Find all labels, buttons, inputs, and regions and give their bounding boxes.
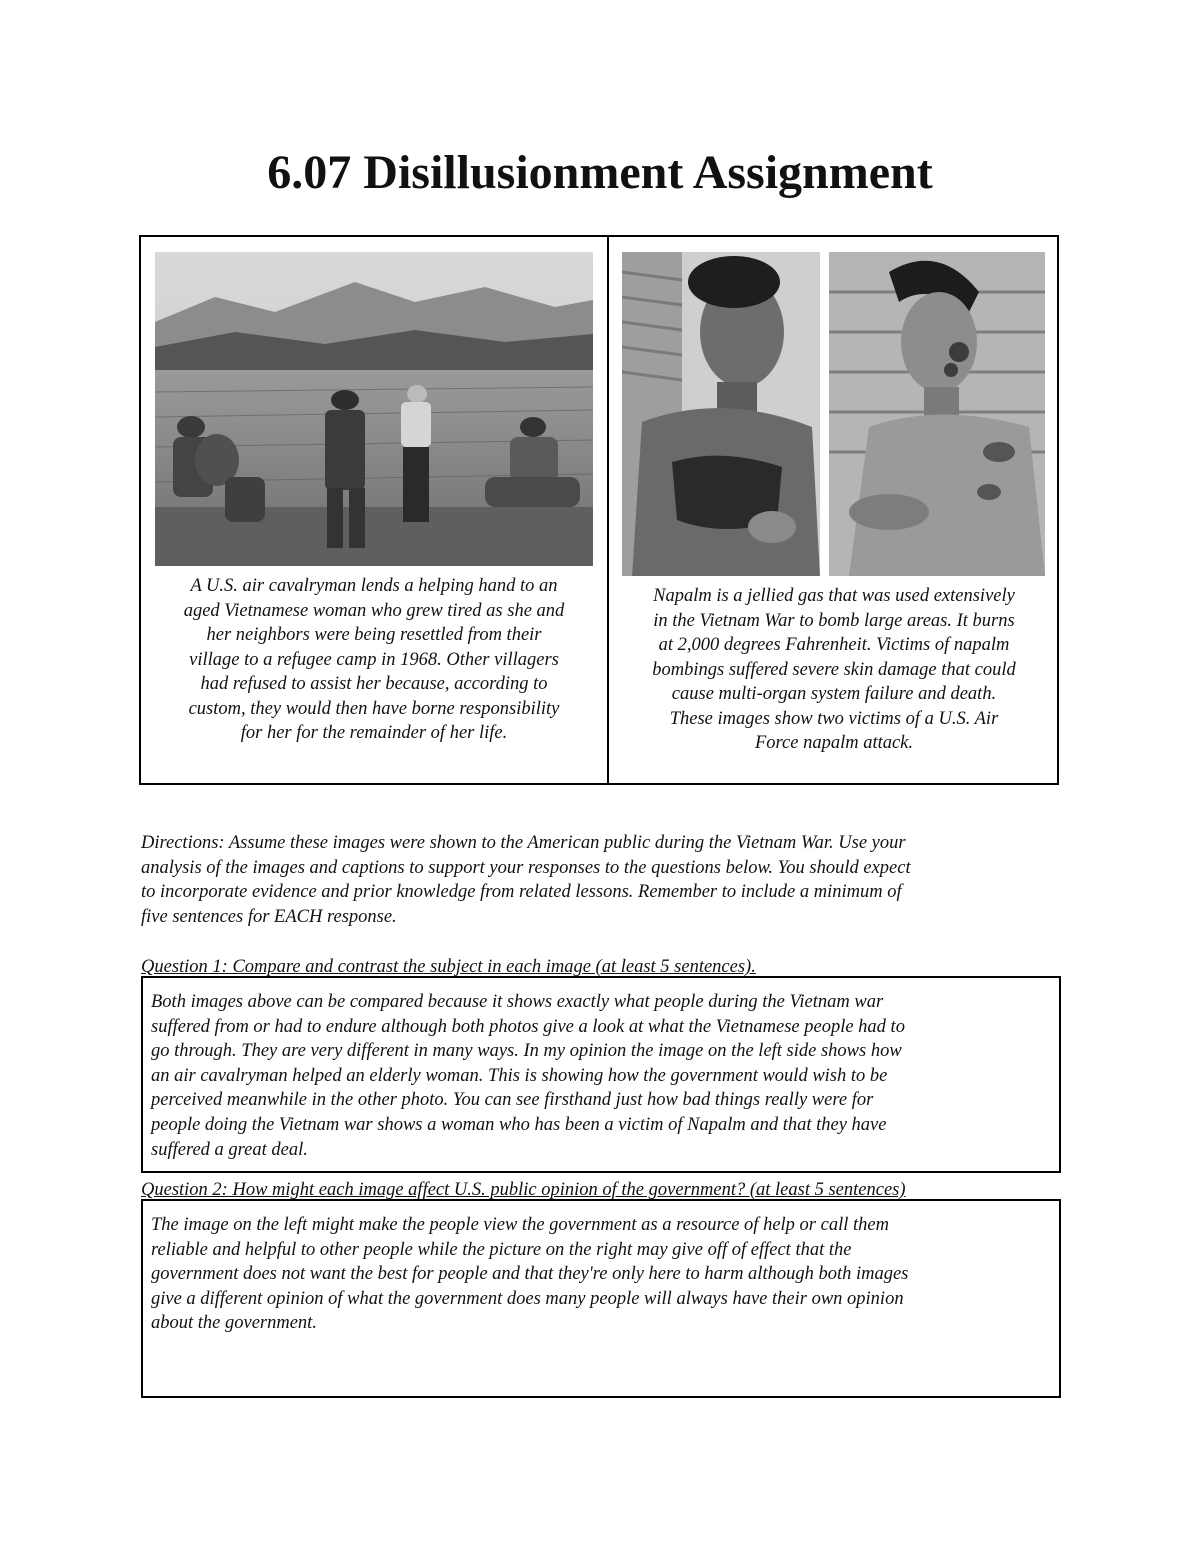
question-1-prompt: Question 1: Compare and contrast the subject in each image (at least 5 sentences). [141,957,756,977]
napalm-victim-man-photo [829,252,1045,576]
question-2-answer-box[interactable]: The image on the left might make the people view the government as a resource of help or call them reliable and helpful to other people while the picture on the right may give off of effect that the government does not want the best for people and that they're only here to harm although both images give a different opinion of what the government does many people will always have their own opinion about the government. [141,1199,1061,1398]
soldier-helping-woman-photo [155,252,593,566]
page-title: 6.07 Disillusionment Assignment [267,146,933,199]
left-photo-caption: A U.S. air cavalryman lends a helping hand to an aged Vietnamese woman who grew tired as she and her neighbors were being resettled from their village to a refugee camp in 1968. Other villagers had refused to assist her because, according to custom, they would then have borne responsibility for her for the remainder of her life. [183,576,565,743]
question-2-prompt: Question 2: How might each image affect U.S. public opinion of the government? (at least 5 sentences) [141,1180,906,1200]
table-divider [607,237,609,783]
photo-table [139,235,1059,785]
napalm-victim-woman-photo [622,252,820,576]
directions-text: Directions: Assume these images were shown to the American public during the Vietnam War. Use your analysis of the images and captions to support your responses to the questions below. You should expect to incorporate evidence and prior knowledge from related lessons. Remember to include a minimum of five sentences for EACH response. [141,833,911,927]
right-photo-caption: Napalm is a jellied gas that was used extensively in the Vietnam War to bomb large areas. It burns at 2,000 degrees Fahrenheit. Victims of napalm bombings suffered severe skin damage that could cause multi-organ system failure and death. These images show two victims of a U.S. Air Force napalm attack. [652,586,1016,753]
question-1-answer-box[interactable]: Both images above can be compared because it shows exactly what people during the Vietnam war suffered from or had to endure although both photos give a look at what the Vietnamese people had to go through. They are very different in many ways. In my opinion the image on the left side shows how an air cavalryman helped an elderly woman. This is showing how the government would wish to be perceived meanwhile in the other photo. You can see firsthand just how bad things really were for people doing the Vietnam war shows a woman who has been a victim of Napalm and that they have suffered a great deal. [141,976,1061,1173]
